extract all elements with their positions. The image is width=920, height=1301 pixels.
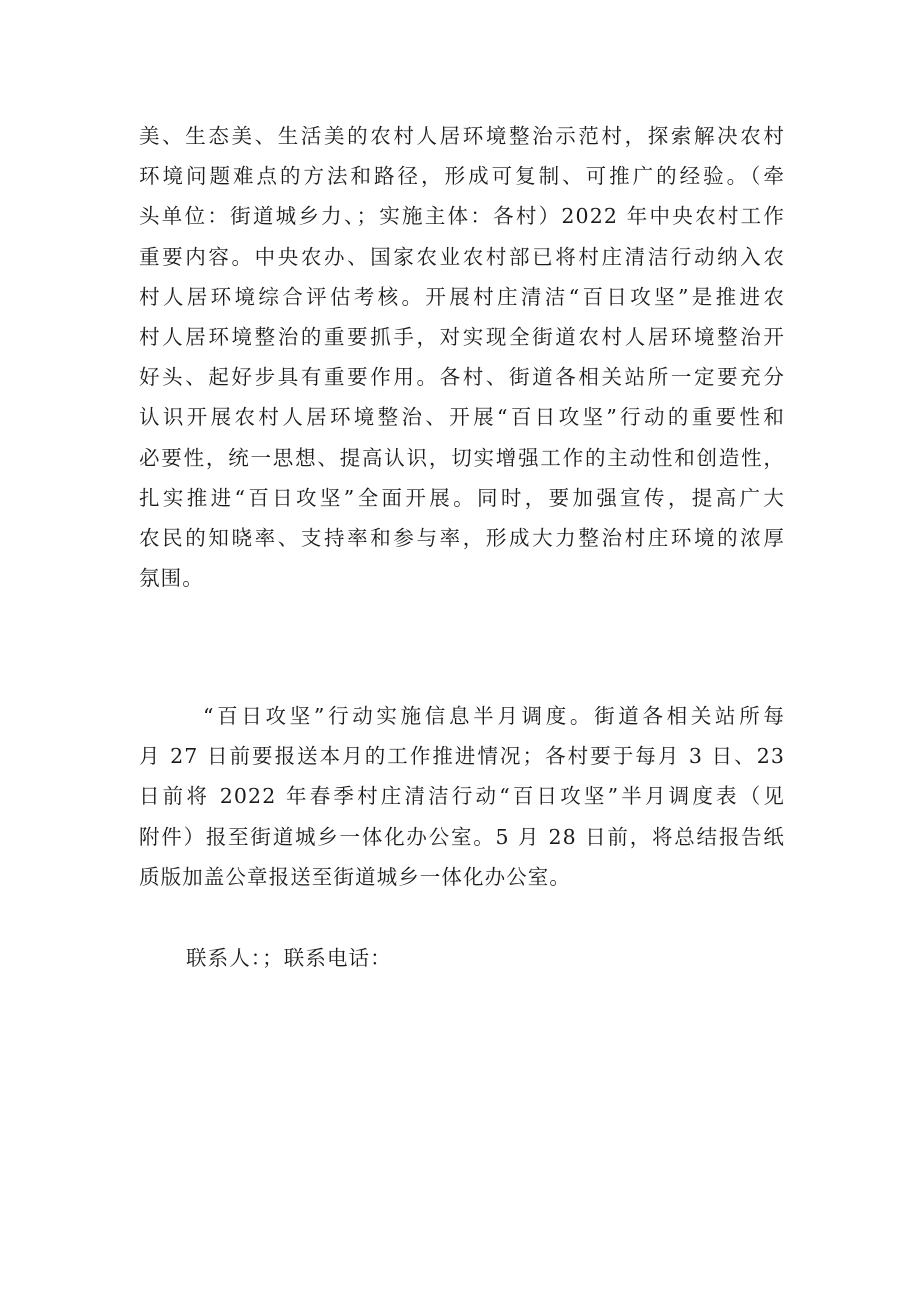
paragraph-line: 头单位：街道城乡力、；实施主体：各村）2022 年中央农村工作 — [139, 204, 785, 229]
paragraph-line: 日前将 2022 年春季村庄清洁行动“百日攻坚”半月调度表（见 — [139, 784, 785, 809]
paragraph-line: 认识开展农村人居环境整治、开展“百日攻坚”行动的重要性和 — [139, 405, 785, 430]
paragraph-line: 月 27 日前要报送本月的工作推进情况；各村要于每月 3 日、23 — [139, 744, 785, 769]
paragraph-line: 必要性，统一思想、提高认识，切实增强工作的主动性和创造性， — [139, 445, 785, 470]
paragraph-line: 农民的知晓率、支持率和参与率，形成大力整治村庄环境的浓厚 — [139, 525, 785, 550]
paragraph-line: “百日攻坚”行动实施信息半月调度。街道各相关站所每 — [203, 704, 785, 728]
paragraph-line: 好头、起好步具有重要作用。各村、街道各相关站所一定要充分 — [139, 365, 785, 390]
paragraph-line: 氛围。 — [139, 566, 204, 591]
paragraph-1 — [139, 116, 785, 598]
paragraph-line: 附件）报至街道城乡一体化办公室。5 月 28 日前，将总结报告纸 — [139, 824, 785, 849]
paragraph-line: 重要内容。中央农办、国家农业农村部已将村庄清洁行动纳入农 — [139, 244, 785, 269]
contact-line: 联系人：；联系电话： — [186, 946, 392, 970]
paragraph-line: 村人居环境整治的重要抓手，对实现全街道农村人居环境整治开 — [139, 324, 785, 349]
paragraph-line: 环境问题难点的方法和路径，形成可复制、可推广的经验。（牵 — [139, 164, 785, 189]
contact-info — [186, 938, 686, 978]
paragraph-line: 扎实推进“百日攻坚”全面开展。同时，要加强宣传，提高广大 — [139, 485, 785, 510]
paragraph-line: 村人居环境综合评估考核。开展村庄清洁“百日攻坚”是推进农 — [139, 284, 785, 309]
paragraph-line: 质版加盖公章报送至街道城乡一体化办公室。 — [139, 864, 571, 889]
paragraph-line: 美、生态美、生活美的农村人居环境整治示范村，探索解决农村 — [139, 124, 785, 148]
paragraph-2 — [139, 696, 785, 897]
